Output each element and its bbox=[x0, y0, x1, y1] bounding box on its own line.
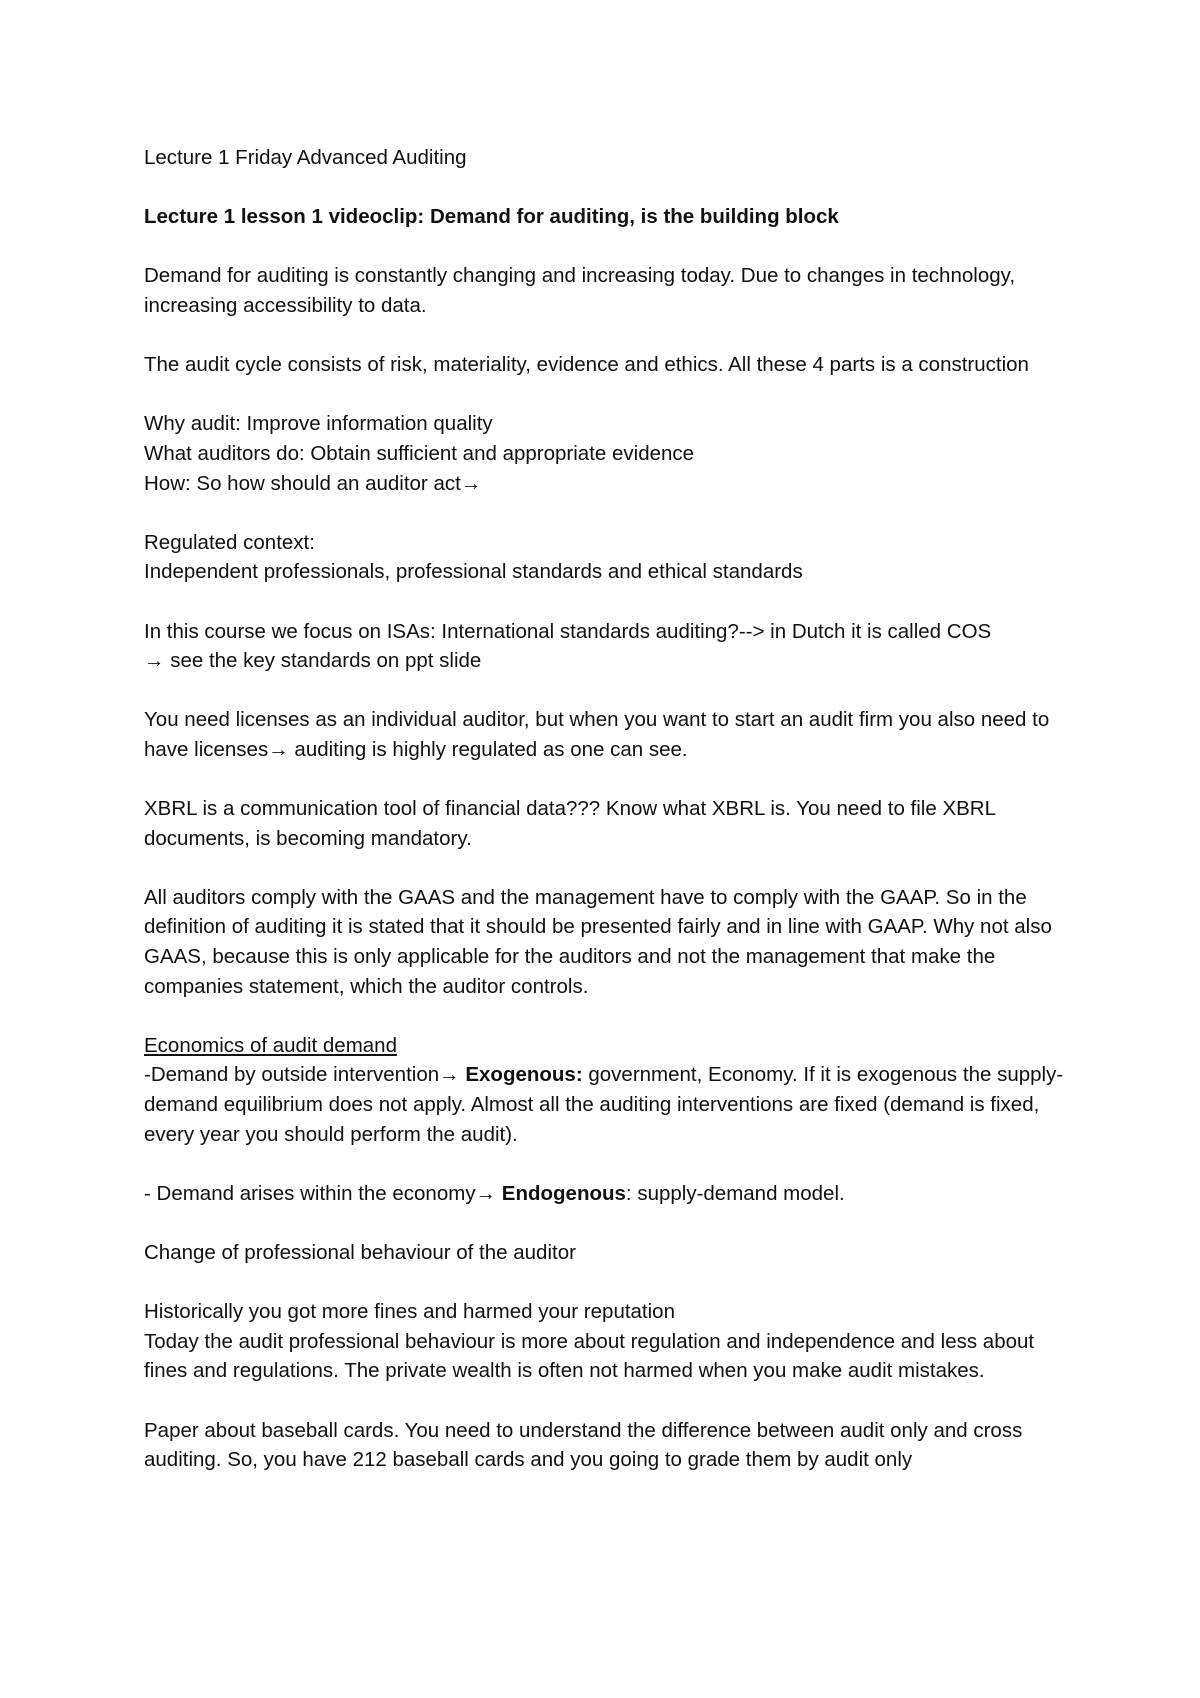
paragraph-change-behaviour: Change of professional behaviour of the auditor bbox=[144, 1240, 576, 1264]
paragraph-isa bbox=[144, 617, 1074, 676]
paragraph-why-what-how bbox=[144, 409, 1074, 498]
paragraph-regulated-context bbox=[144, 528, 1074, 587]
arrow-right-icon: → bbox=[144, 649, 165, 673]
arrow-right-icon: → bbox=[268, 737, 289, 761]
endogenous-lead: - Demand arises within the economy bbox=[144, 1181, 476, 1205]
regulated-body: Independent professionals, professional standards and ethical standards bbox=[144, 560, 803, 584]
paragraph-audit-cycle: The audit cycle consists of risk, materiality, evidence and ethics. All these 4 parts is a construction bbox=[144, 353, 1029, 377]
endogenous-label: Endogenous bbox=[501, 1181, 626, 1205]
how-line bbox=[144, 469, 1074, 499]
arrow-right-icon: → bbox=[439, 1063, 460, 1087]
licenses-text-2: auditing is highly regulated as one can see. bbox=[288, 737, 688, 761]
paragraph-xbrl: XBRL is a communication tool of financial data??? Know what XBRL is. You need to file XBRL documents, is becoming mandatory. bbox=[144, 797, 996, 850]
what-auditors-line: What auditors do: Obtain sufficient and appropriate evidence bbox=[144, 441, 695, 465]
endogenous-text: : supply-demand model. bbox=[625, 1181, 845, 1205]
why-audit-line: Why audit: Improve information quality bbox=[144, 412, 493, 436]
licenses-text: You need licenses as an individual auditor, but when you want to start an audit firm you also need to have licenses bbox=[144, 708, 1050, 761]
isa-line: In this course we focus on ISAs: International standards auditing?--> in Dutch it is called COS bbox=[144, 619, 992, 643]
document-body bbox=[144, 143, 1074, 1504]
section-heading: Lecture 1 lesson 1 videoclip: Demand for auditing, is the building block bbox=[144, 205, 839, 229]
paragraph-endogenous bbox=[144, 1179, 1074, 1209]
arrow-right-icon: → bbox=[460, 471, 482, 495]
isa-arrow-line bbox=[144, 646, 1074, 676]
regulated-heading: Regulated context: bbox=[144, 530, 315, 554]
paragraph-baseball-cards: Paper about baseball cards. You need to understand the difference between audit only and cross auditing. So, you have 212 baseball cards and you going to grade them by audit only bbox=[144, 1418, 1023, 1472]
document-title: Lecture 1 Friday Advanced Auditing bbox=[144, 146, 467, 169]
today-line: Today the audit professional behaviour is more about regulation and independence and less about fines and regulations. The private wealth is often not harmed when you make audit mistakes. bbox=[144, 1329, 1035, 1383]
paragraph-historically bbox=[144, 1297, 1074, 1386]
paragraph-gaas-gaap: All auditors comply with the GAAS and the management have to comply with the GAAP. So in the definition of auditing it is stated that it should be presented fairly and in line with GAAP. Why not also GAAS, because this is only applicable for the auditors and not the management that make the companies statement, which the auditor controls. bbox=[144, 885, 1052, 998]
isa-arrow-text: see the key standards on ppt slide bbox=[164, 649, 482, 673]
exogenous-text: government, Economy. If it is exogenous the supply-demand equilibrium does not apply. Almost all the auditing interventions are fixed (demand is fixed, every year you should perform the audit). bbox=[144, 1063, 1064, 1146]
paragraph-economics bbox=[144, 1031, 1074, 1149]
exogenous-label: Exogenous: bbox=[465, 1063, 583, 1087]
how-text: How: So how should an auditor act bbox=[144, 471, 461, 495]
paragraph-licenses bbox=[144, 705, 1074, 764]
arrow-right-icon: → bbox=[475, 1181, 497, 1205]
historically-line: Historically you got more fines and harmed your reputation bbox=[144, 1300, 675, 1324]
paragraph-demand: Demand for auditing is constantly changing and increasing today. Due to changes in technology, increasing accessibility to data. bbox=[144, 264, 1016, 317]
exogenous-lead: -Demand by outside intervention bbox=[144, 1063, 440, 1087]
exogenous-item bbox=[144, 1060, 1074, 1149]
economics-heading: Economics of audit demand bbox=[144, 1033, 397, 1057]
